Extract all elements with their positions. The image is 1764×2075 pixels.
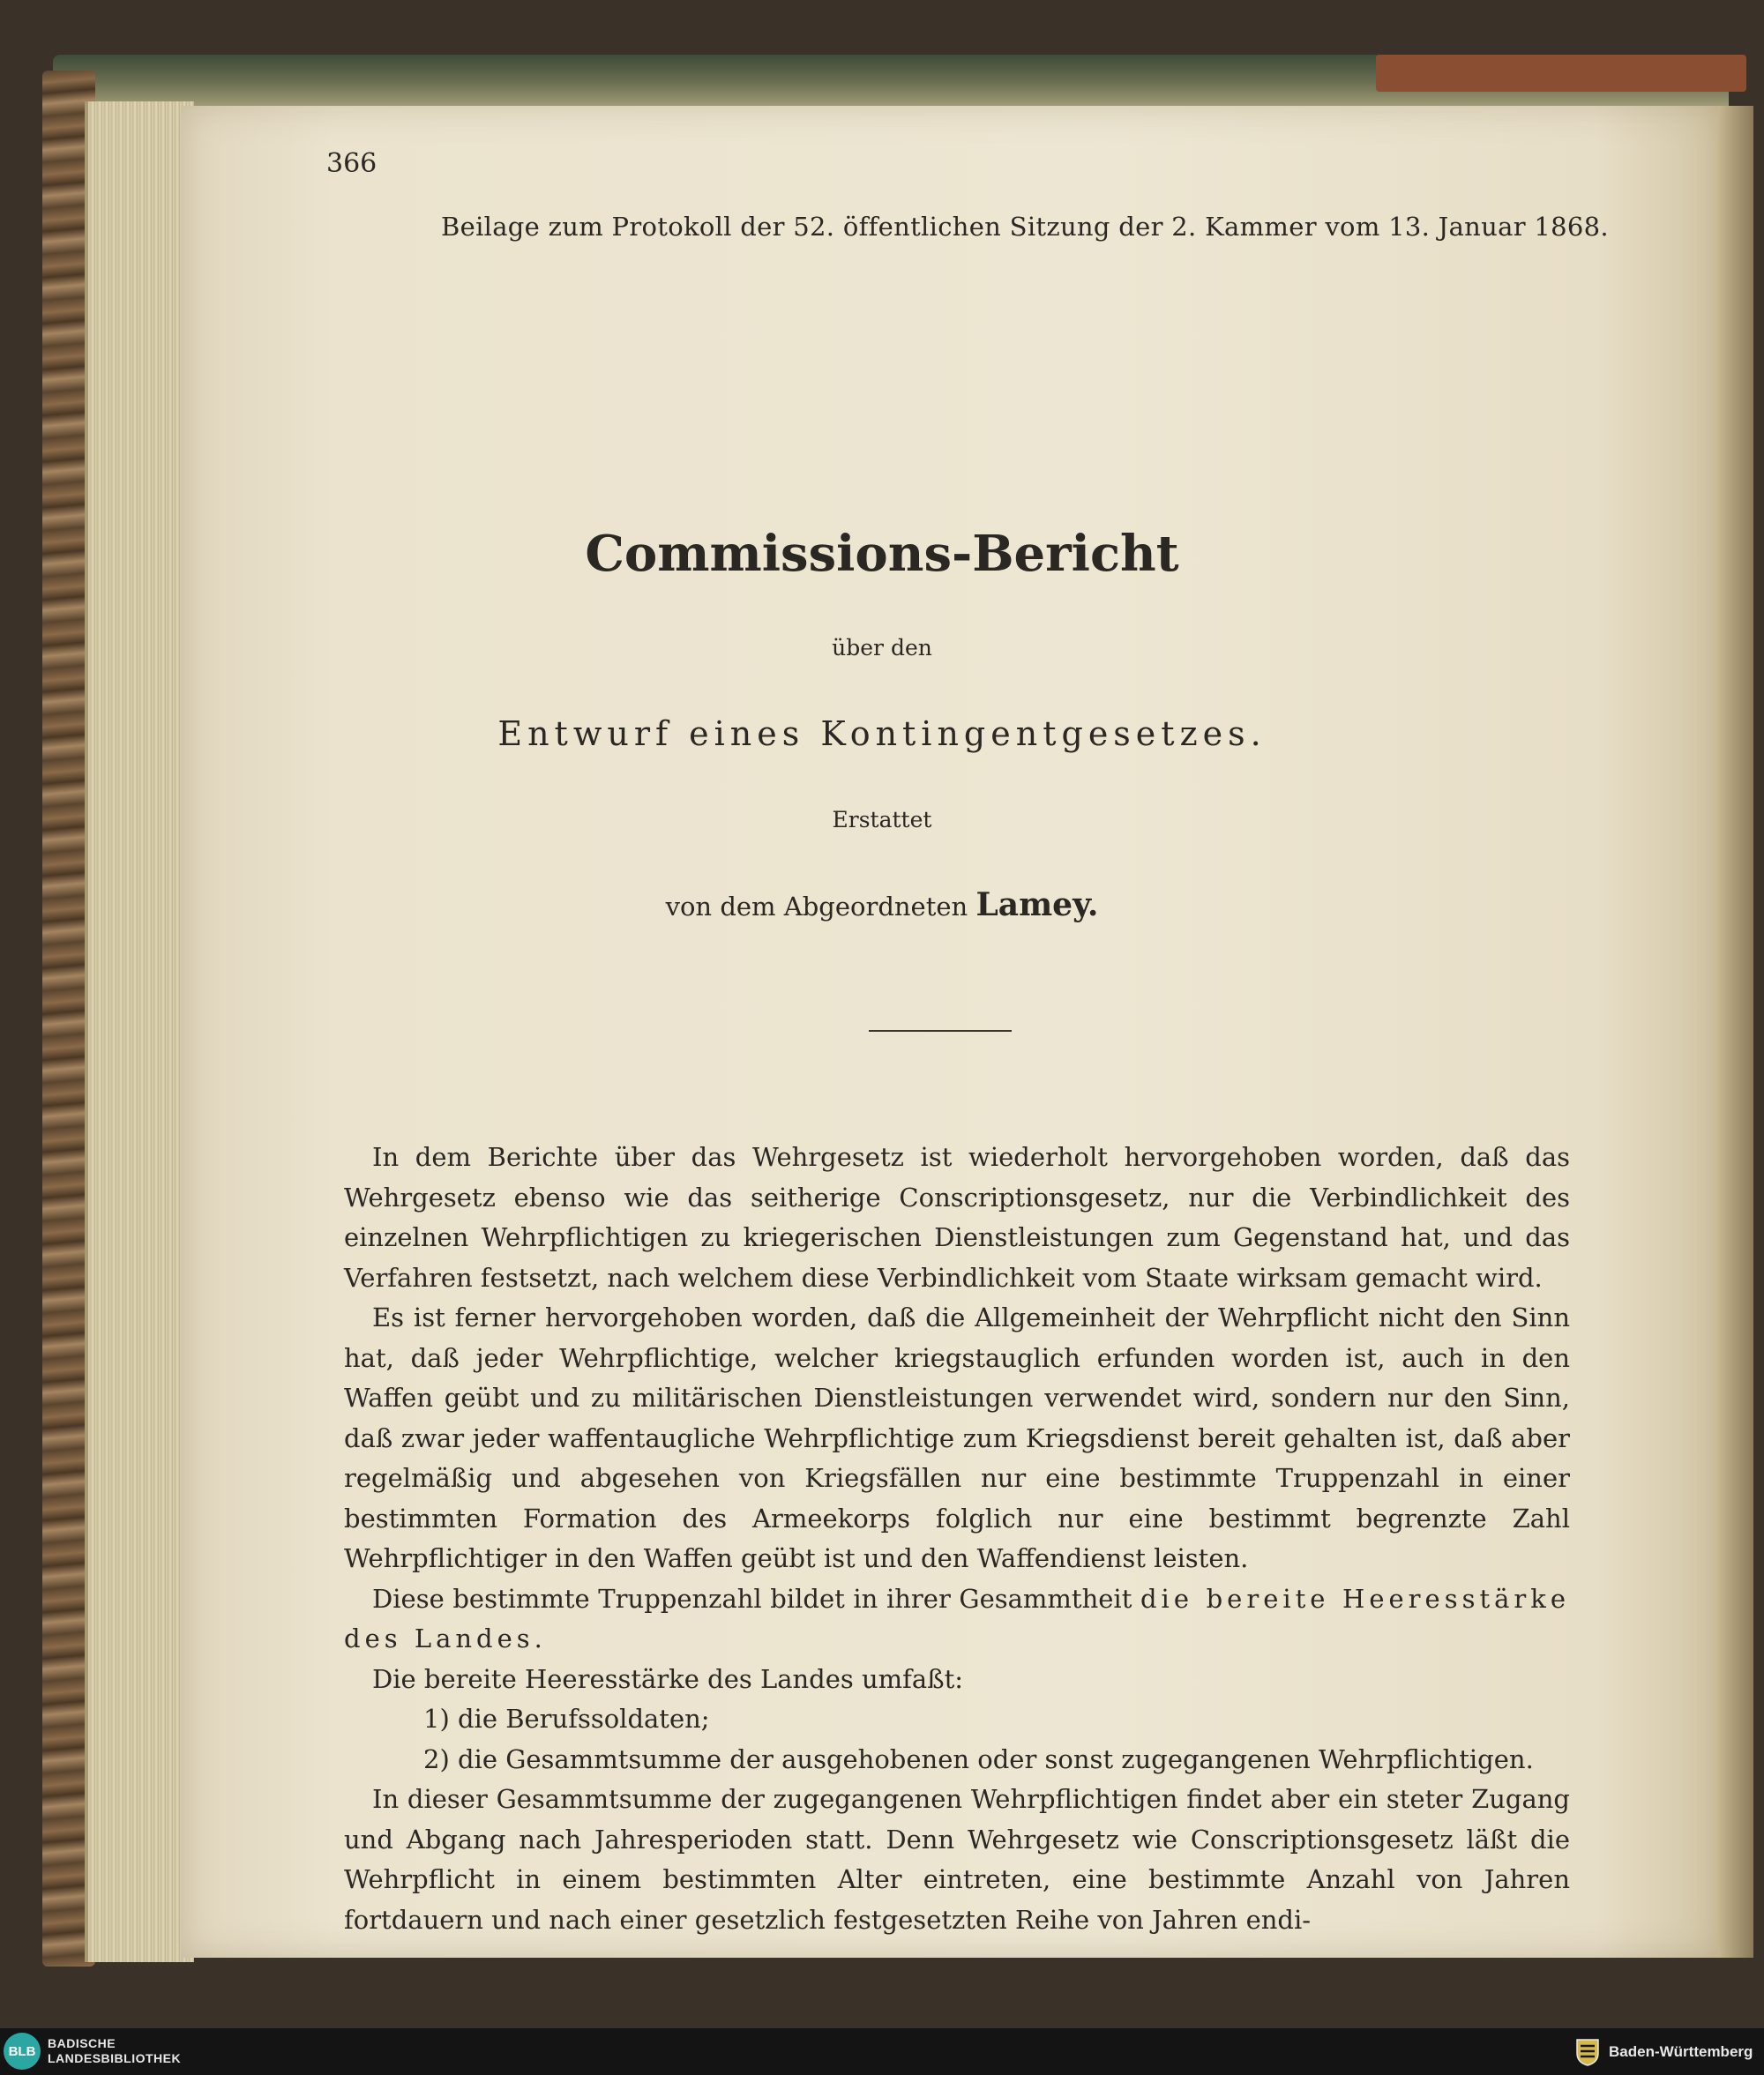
library-name: BADISCHE LANDESBIBLIOTHEK [48,2036,182,2065]
author-name: Lamey. [975,886,1099,923]
subtitle-erstattet: Erstattet [832,807,932,832]
page-right-edge [1718,106,1753,1958]
paragraph: Es ist ferner hervorgehoben worden, daß die Allgemeinheit der Wehrpflicht nicht den Sinn hat, daß jeder Wehrpflichtige, welcher kriegstauglich erfunden worden ist, auch in den Waffen geübt und zu militärischen Dienstleistungen verwendet wird, sondern nur den Sinn, daß zwar jeder waffentaugliche Wehrpflichtige zum Kriegsdienst bereit gehalten ist, daß aber regelmäßig und abgesehen von Kriegsfällen nur eine bestimmte Truppenzahl in einer bestimmten Formation des Armeekorps folglich nur eine bestimmt begrenzte Zahl Wehrpflichtiger in den Waffen geübt ist und den Waffendienst leisten. [344,1302,1570,1573]
page-stack-edge [85,101,194,1962]
page-header: Beilage zum Protokoll der 52. öffentlichen Sitzung der 2. Kammer vom 13. Januar 1868. [441,212,1609,242]
list-item: 2) die Gesammtsumme der ausgehobenen oder sonst zugegangenen Wehrpflichtigen. [423,1743,1534,1774]
paragraph: In dieser Gesammtsumme der zugegangenen Wehrpflichtigen findet aber ein steter Zugang und Abgang nach Jahresperioden statt. Denn Wehrgesetz wie Conscriptionsgesetz läßt die Wehrpflicht in einem bestimmten Alter eintreten, eine bestimmte Anzahl von Jahren fortdauern und nach einer gesetzlich festgesetzten Reihe von Jahren endi- [344,1784,1570,1935]
paragraph-lead: Diese bestimmte Truppenzahl bildet in ihrer Gesammtheit [372,1583,1132,1614]
baden-wuerttemberg-crest-icon [1574,2037,1601,2067]
book-corner-binding [1376,55,1746,92]
subtitle-ueber: über den [832,635,932,661]
list-item: 1) die Berufssoldaten; [423,1704,710,1734]
page-number: 366 [326,148,377,179]
paragraph: In dem Berichte über das Wehrgesetz ist wiederholt hervorgehoben worden, daß das Wehrgesetz ebenso wie das seitherige Conscriptionsgesetz, nur die Verbindlichkeit des einzelnen Wehrpflichtigen zu kriegerischen Dienstleistungen zum Gegenstand hat, und das Verfahren festsetzt, nach welchem diese Verbindlichkeit vom Staate wirksam gemacht wird. [344,1142,1570,1293]
subtitle-entwurf: Entwurf eines Kontingentgesetzes. [497,714,1267,753]
author-line [0,886,1764,923]
page-title: Commissions-Bericht [585,525,1179,583]
state-name: Baden-Württemberg [1609,2043,1753,2060]
divider-rule [869,1030,1012,1032]
paragraph [344,1579,1570,1660]
footer-bar [0,2028,1764,2075]
author-prefix: von dem Abgeordneten [665,892,968,922]
spaced-emphasis: die bereite Heeresstärke des Landes. [344,1583,1571,1653]
paragraph: Die bereite Heeresstärke des Landes umfaßt: [372,1663,964,1694]
body-text [344,1138,1570,1940]
blb-logo-icon[interactable]: BLB [4,2033,41,2070]
